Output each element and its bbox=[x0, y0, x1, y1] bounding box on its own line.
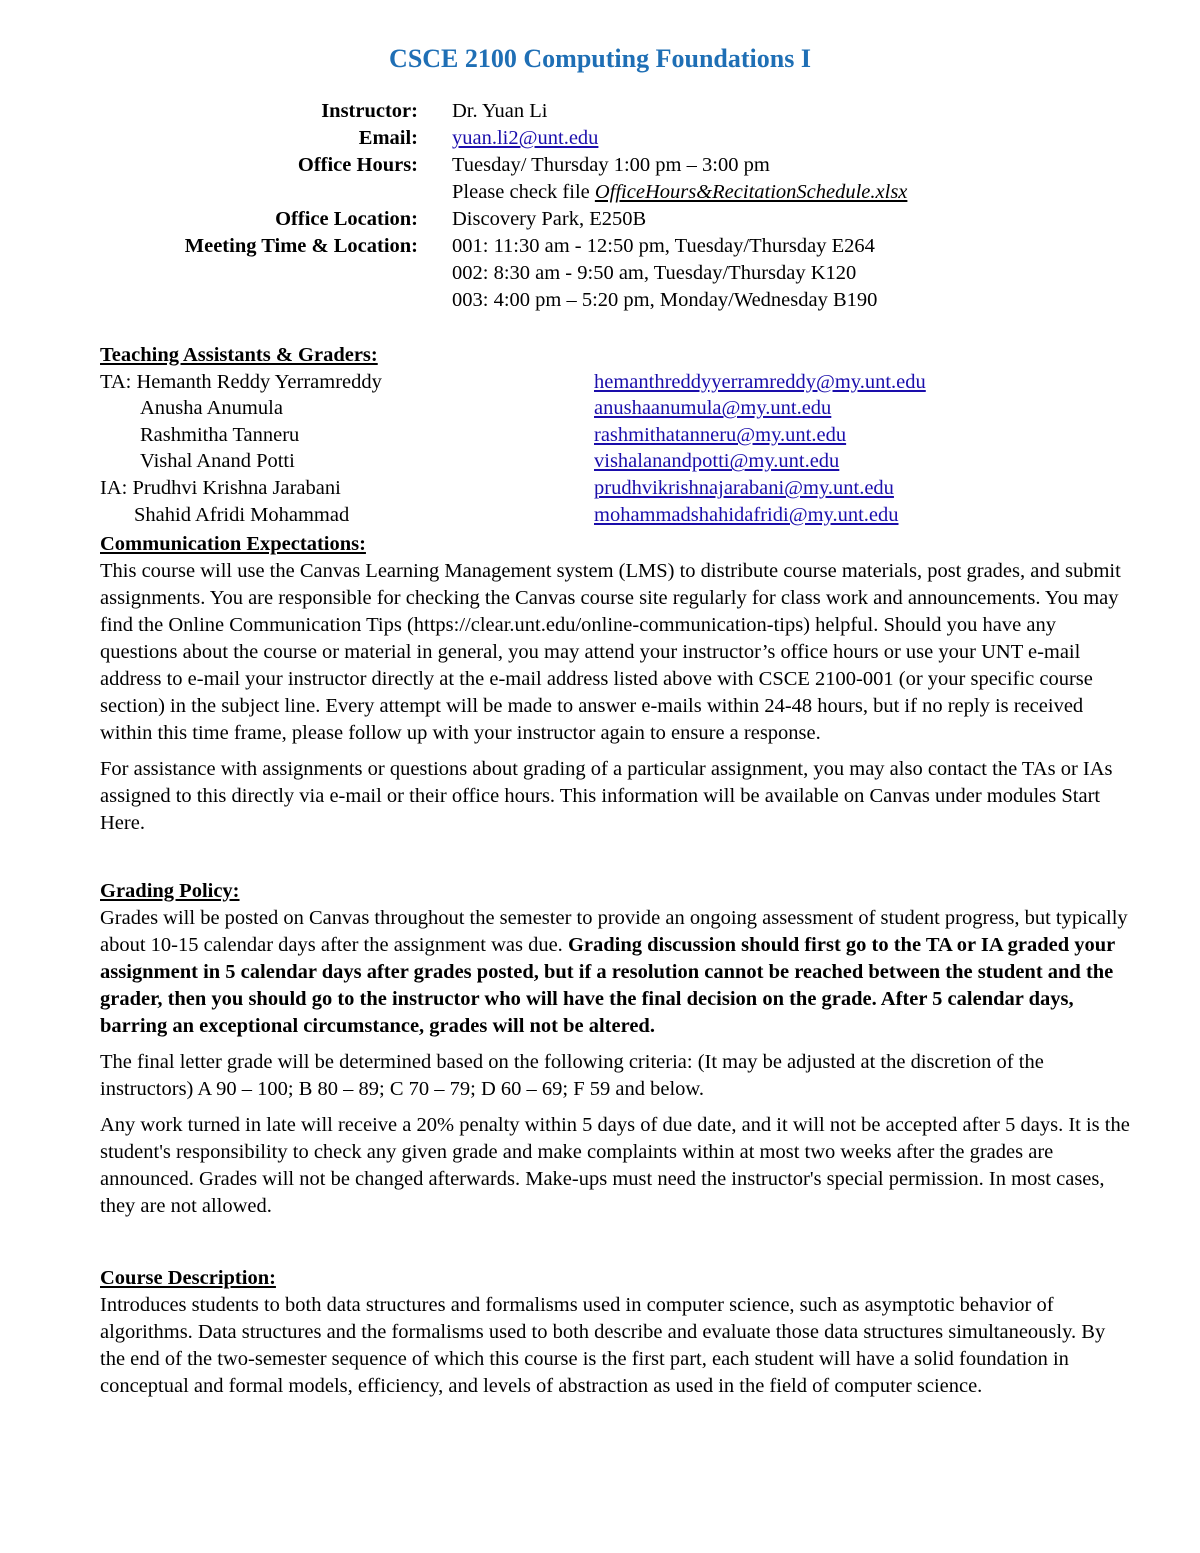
office-hours-note: Please check file bbox=[452, 181, 595, 203]
staff-name: Vishal Anand Potti bbox=[140, 450, 295, 473]
staff-name: Rashmitha Tanneru bbox=[140, 423, 300, 446]
document-title: CSCE 2100 Computing Foundations I bbox=[389, 44, 811, 73]
staff-email-link[interactable]: mohammadshahidafridi@my.unt.edu bbox=[594, 503, 899, 526]
staff-row bbox=[100, 369, 1100, 396]
staff-email-link[interactable]: anushaanumula@my.unt.edu bbox=[594, 397, 832, 420]
grading-paragraph-3: Any work turned in late will receive a 20% penalty within 5 days of due date, and it will not be accepted after 5 days. It is the student's responsibility to check any given grade and make complaints within at most two weeks after the grades are announced. Grades will not be changed afterwards. Make-ups must need the instructor's special permission. In most cases, they are not allowed. bbox=[100, 1114, 1130, 1217]
grading-paragraph-2: The final letter grade will be determined based on the following criteria: (It may be adjusted at the discretion of the instructors) A 90 – 100; B 80 – 89; C 70 – 79; D 60 – 69; F 59 and below. bbox=[100, 1051, 1044, 1100]
staff-name: IA: Prudhvi Krishna Jarabani bbox=[100, 476, 341, 499]
staff-email-link[interactable]: vishalanandpotti@my.unt.edu bbox=[594, 450, 840, 473]
description-heading: Course Description: bbox=[100, 1267, 276, 1289]
email-label: Email: bbox=[358, 127, 418, 149]
instructor-row bbox=[100, 98, 907, 125]
grading-section bbox=[100, 878, 1130, 1229]
office-hours-row bbox=[100, 152, 907, 179]
office-hours-value: Tuesday/ Thursday 1:00 pm – 3:00 pm bbox=[452, 154, 770, 176]
grading-text: Grades will be posted on Canvas throughout the semester to provide an ongoing assessment of student progress, but typically about 10-15 calendar days after the assignment was due. bbox=[100, 907, 1128, 956]
staff-section bbox=[100, 342, 1100, 528]
description-paragraph: Introduces students to both data structures and formalisms used in computer science, such as asymptotic behavior of algorithms. Data structures and the formalisms used to both describe and evaluate those data structures simultaneously. By the end of the two-semester sequence of which this course is the first part, each student will have a solid foundation in conceptual and formal models, efficiency, and levels of abstraction as used in the field of computer science. bbox=[100, 1294, 1106, 1397]
communication-paragraph-1: This course will use the Canvas Learning Management system (LMS) to distribute course materials, post grades, and submit assignments. You are responsible for checking the Canvas course site regularly for class work and announcements. You may find the Online Communication Tips (https://clear.unt.edu/online-communication-tips) helpful. Should you have any questions about the course or material in general, you may attend your instructor’s office hours or use your UNT e-mail address to e-mail your instructor directly at the e-mail address listed above with CSCE 2100-001 (or your specific course section) in the subject line. Every attempt will be made to answer e-mails within 24-48 hours, but if no reply is received within this time frame, please follow up with your instructor again to ensure a response. bbox=[100, 560, 1121, 744]
staff-name: TA: Hemanth Reddy Yerramreddy bbox=[100, 370, 382, 393]
staff-email-link[interactable]: hemanthreddyyerramreddy@my.unt.edu bbox=[594, 370, 926, 393]
meeting-row bbox=[100, 233, 907, 260]
staff-row bbox=[100, 422, 1100, 449]
instructor-email-link[interactable]: yuan.li2@unt.edu bbox=[452, 127, 599, 149]
office-hours-note-row bbox=[100, 179, 907, 206]
staff-row bbox=[100, 502, 1100, 529]
schedule-file-link[interactable]: OfficeHours&RecitationSchedule.xlsx bbox=[594, 181, 908, 203]
meeting-row-3 bbox=[100, 287, 907, 314]
meeting-section-003: 003: 4:00 pm – 5:20 pm, Monday/Wednesday B190 bbox=[452, 289, 878, 311]
description-section bbox=[100, 1265, 1130, 1409]
meeting-section-002: 002: 8:30 am - 9:50 am, Tuesday/Thursday K120 bbox=[452, 262, 857, 284]
staff-name: Anusha Anumula bbox=[140, 397, 283, 420]
instructor-value: Dr. Yuan Li bbox=[452, 100, 548, 122]
staff-name: Shahid Afridi Mohammad bbox=[134, 503, 350, 526]
office-hours-label: Office Hours: bbox=[297, 154, 418, 176]
staff-email-link[interactable]: prudhvikrishnajarabani@my.unt.edu bbox=[594, 476, 894, 499]
staff-row bbox=[100, 475, 1100, 502]
meeting-row-2 bbox=[100, 260, 907, 287]
course-info-block bbox=[100, 98, 907, 314]
staff-email-link[interactable]: rashmithatanneru@my.unt.edu bbox=[594, 423, 847, 446]
staff-row bbox=[100, 395, 1100, 422]
grading-heading: Grading Policy: bbox=[100, 880, 240, 902]
communication-paragraph-2: For assistance with assignments or questions about grading of a particular assignment, you may also contact the TAs or IAs assigned to this directly via e-mail or their office hours. This information will be available on Canvas under modules Start Here. bbox=[100, 758, 1113, 834]
meeting-label: Meeting Time & Location: bbox=[184, 235, 418, 257]
grading-emphasis: Grading discussion should first go to the TA or IA graded your assignment in 5 calendar days after grades posted, but if a resolution cannot be reached between the student and the grader, then you should go to the instructor who will have the final decision on the grade. After 5 calendar days, barring an exceptional circumstance, grades will not be altered. bbox=[100, 934, 1115, 1037]
instructor-label: Instructor: bbox=[321, 100, 418, 122]
communication-section bbox=[100, 531, 1130, 846]
office-location-row bbox=[100, 206, 907, 233]
grading-paragraph-1 bbox=[100, 905, 1130, 1040]
office-location-value: Discovery Park, E250B bbox=[452, 208, 647, 230]
email-row bbox=[100, 125, 907, 152]
office-location-label: Office Location: bbox=[275, 208, 418, 230]
staff-heading: Teaching Assistants & Graders: bbox=[100, 344, 378, 366]
communication-heading: Communication Expectations: bbox=[100, 533, 366, 555]
meeting-section-001: 001: 11:30 am - 12:50 pm, Tuesday/Thursday E264 bbox=[452, 235, 875, 257]
staff-row bbox=[100, 448, 1100, 475]
